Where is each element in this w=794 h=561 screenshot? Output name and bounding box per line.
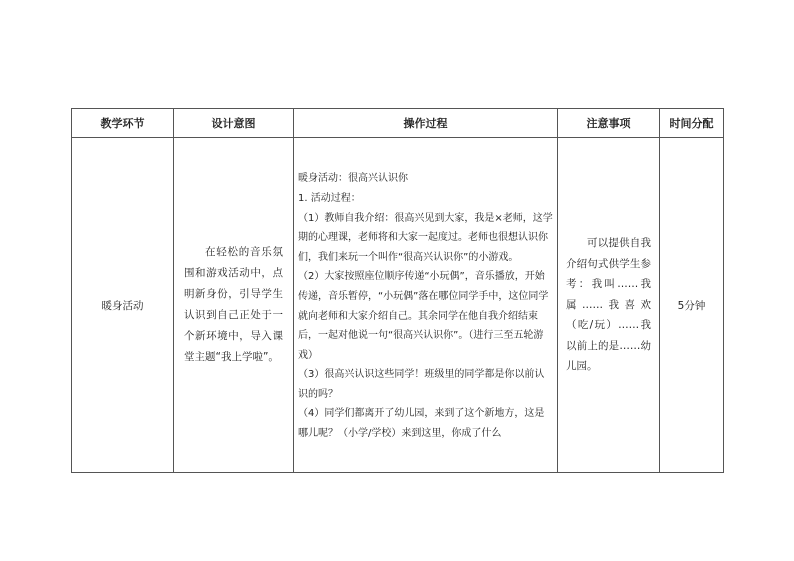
notes-text: 可以提供自我介绍句式供学生参考：我叫……我属……我喜欢（吃/玩）……我以前上的是……幼儿园。 bbox=[566, 237, 651, 373]
table-row bbox=[72, 138, 724, 473]
process-step-1: （1）教师自我介绍：很高兴见到大家，我是×老师，这学期的心理课，老师将和大家一起度过。老师也很想认识你们，我们来玩一个叫作“很高兴认识你”的小游戏。 bbox=[298, 212, 553, 263]
header-process: 操作过程 bbox=[294, 109, 558, 138]
intent-text: 在轻松的音乐氛围和游戏活动中，点明新身份，引导学生认识到自己正处于一个新环境中，导入课堂主题“我上学啦”。 bbox=[184, 246, 283, 363]
cell-notes bbox=[558, 138, 660, 473]
cell-time: 5分钟 bbox=[660, 138, 724, 473]
process-step-2: （2）大家按照座位顺序传递“小玩偶”，音乐播放，开始传递，音乐暂停，“小玩偶”落在哪位同学手中，这位同学就向老师和大家介绍自己。其余同学在他自我介绍结束后，一起对他说一句“很高兴认识你”。（进行三至五轮游戏） bbox=[298, 271, 549, 361]
header-time: 时间分配 bbox=[660, 109, 724, 138]
process-step-3: （3）很高兴认识这些同学！班级里的同学都是你以前认识的吗？ bbox=[298, 369, 545, 400]
process-title: 暖身活动：很高兴认识你 bbox=[298, 173, 408, 185]
lesson-plan-table bbox=[71, 108, 724, 473]
header-row bbox=[72, 109, 724, 138]
header-stage: 教学环节 bbox=[72, 109, 174, 138]
cell-stage: 暖身活动 bbox=[72, 138, 174, 473]
process-step-heading: 1. 活动过程： bbox=[298, 192, 361, 204]
cell-intent bbox=[174, 138, 294, 473]
process-step-4: （4）同学们都离开了幼儿园，来到了这个新地方，这是哪儿呢？（小学/学校）来到这里，你成了什么 bbox=[298, 408, 545, 440]
header-intent: 设计意图 bbox=[174, 109, 294, 138]
header-notes: 注意事项 bbox=[558, 109, 660, 138]
cell-process bbox=[294, 138, 558, 473]
